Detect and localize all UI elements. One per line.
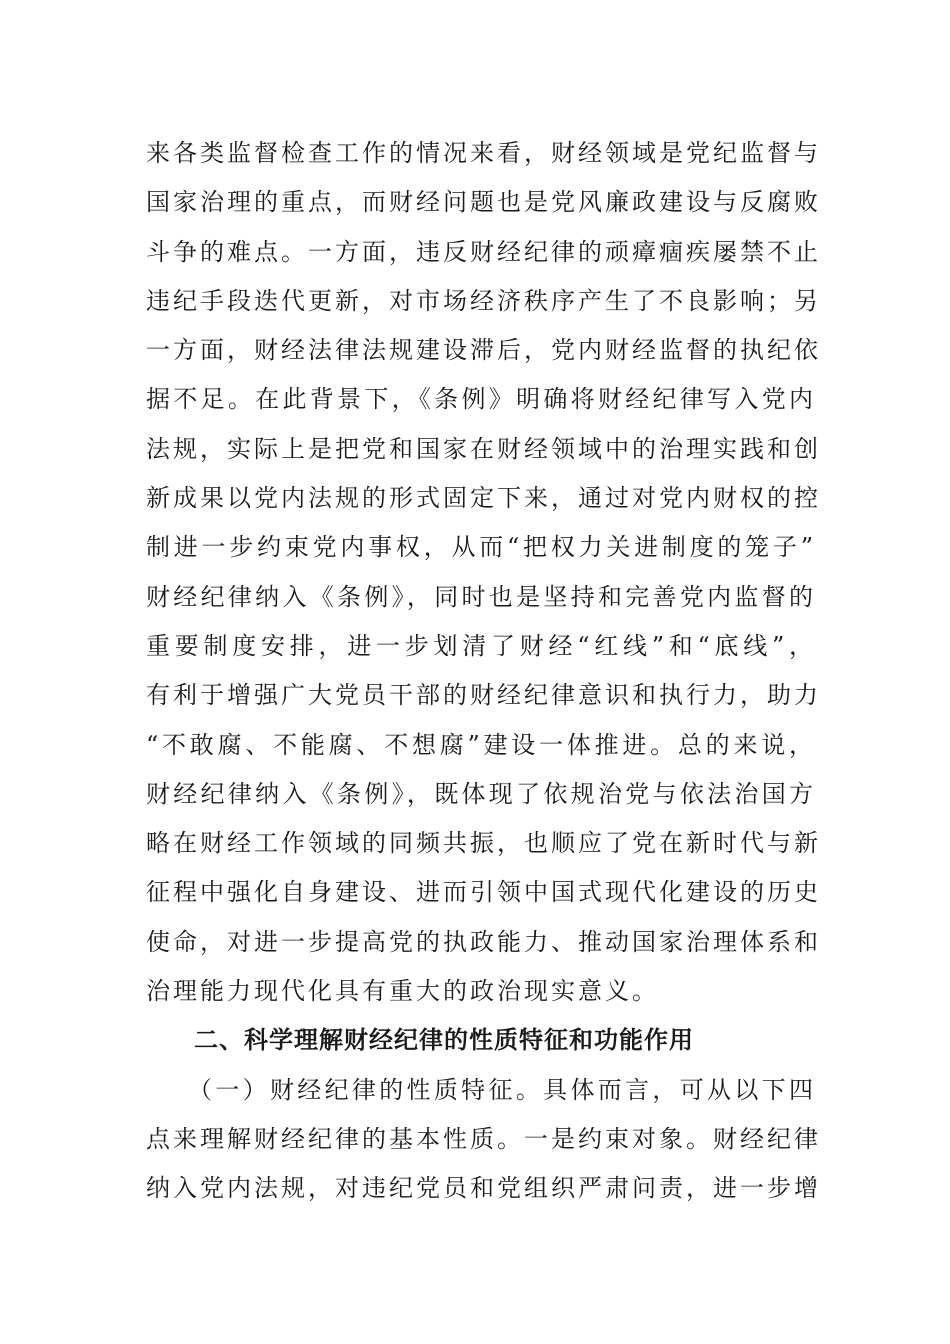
body-text bbox=[146, 129, 821, 1214]
paragraph-line: 使命，对进一步提高党的执政能力、推动国家治理体系和 bbox=[146, 927, 821, 956]
paragraph-line-last: 治理能力现代化具有重大的政治现实意义。 bbox=[146, 977, 659, 1006]
paragraph-line: 新成果以党内法规的形式固定下来，通过对党内财权的控 bbox=[146, 484, 821, 513]
paragraph-line: 来各类监督检查工作的情况来看，财经领域是党纪监督与 bbox=[146, 139, 821, 167]
paragraph-line: 一方面，财经法律法规建设滞后，党内财经监督的执纪依 bbox=[146, 336, 821, 365]
subsection-line: 点来理解财经纪律的基本性质。一是约束对象。财经纪律 bbox=[146, 1124, 821, 1153]
paragraph-line: 制进一步约束党内事权，从而“把权力关进制度的笼子” bbox=[146, 533, 816, 562]
section-heading: 二、科学理解财经纪律的性质特征和功能作用 bbox=[194, 1026, 694, 1055]
paragraph-line: 重要制度安排，进一步划清了财经“红线”和“底线”， bbox=[146, 631, 816, 660]
paragraph-line: 财经纪律纳入《条例》，既体现了依规治党与依法治国方 bbox=[146, 779, 816, 808]
paragraph-line: 斗争的难点。一方面，违反财经纪律的顽瘴痼疾屡禁不止 bbox=[146, 237, 821, 266]
paragraph-line: 略在财经工作领域的同频共振，也顺应了党在新时代与新 bbox=[146, 829, 821, 858]
paragraph-line: 财经纪律纳入《条例》，同时也是坚持和完善党内监督的 bbox=[146, 582, 816, 611]
paragraph-line: 国家治理的重点，而财经问题也是党风廉政建设与反腐败 bbox=[146, 188, 821, 217]
paragraph-line: “不敢腐、不能腐、不想腐”建设一体推进。总的来说， bbox=[146, 730, 816, 759]
paragraph-line: 违纪手段迭代更新，对市场经济秩序产生了不良影响；另 bbox=[146, 286, 821, 315]
paragraph-line: 征程中强化自身建设、进而引领中国式现代化建设的历史 bbox=[146, 878, 821, 907]
paragraph-line: 有利于增强广大党员干部的财经纪律意识和执行力，助力 bbox=[146, 681, 821, 710]
subsection-line: 纳入党内法规，对违纪党员和党组织严肃问责，进一步增 bbox=[146, 1174, 821, 1203]
paragraph-line: 据不足。在此背景下，《条例》明确将财经纪律写入党内 bbox=[146, 385, 816, 414]
subsection-line: （一）财经纪律的性质特征。具体而言，可从以下四 bbox=[188, 1075, 816, 1104]
paragraph-line: 法规，实际上是把党和国家在财经领域中的治理实践和创 bbox=[146, 434, 821, 463]
